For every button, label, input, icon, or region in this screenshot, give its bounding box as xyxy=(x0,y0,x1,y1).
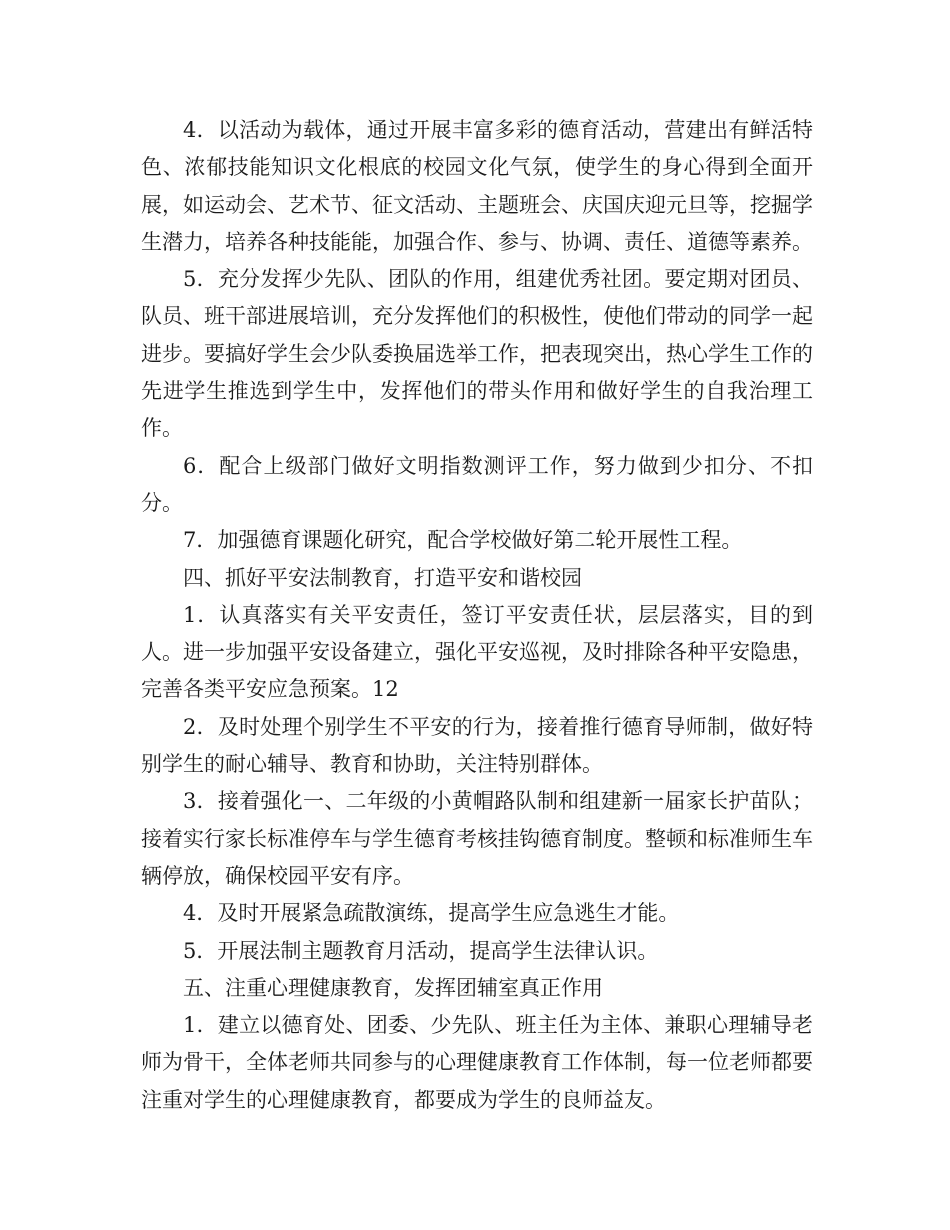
paragraph-civilization-index: 6．配合上级部门做好文明指数测评工作，努力做到少扣分、不扣分。 xyxy=(141,453,813,515)
paragraph-activities: 4．以活动为载体，通过开展丰富多彩的德育活动，营建出有鲜活特色、浓郁技能知识文化根底的校园文化气氛，使学生的身心得到全面开展，如运动会、艺术节、征文活动、主题班会、庆国庆迎元旦等，挖掘学生潜力，培养各种技能能，加强合作、参与、协调、责任、道德等素养。 xyxy=(141,118,813,254)
paragraph-moral-research: 7．加强德育课题化研究，配合学校做好第二轮开展性工程。 xyxy=(183,528,743,553)
section-heading-safety: 四、抓好平安法制教育，打造平安和谐校园 xyxy=(183,565,582,590)
paragraph-safety-responsibility: 1．认真落实有关平安责任，签订平安责任状，层层落实，目的到人。进一步加强平安设备建立，强化平安巡视，及时排除各种平安隐患，完善各类平安应急预案。12 xyxy=(141,602,813,702)
paragraph-legal-education: 5．开展法制主题教育月活动，提高学生法律认识。 xyxy=(183,938,659,963)
paragraph-youth-league: 5．充分发挥少先队、团队的作用，组建优秀社团。要定期对团员、队员、班干部进展培训，充分发挥他们的积极性，使他们带动的同学一起进步。要搞好学生会少队委换届选举工作，把表现突出，热心学生工作的先进学生推选到学生中，发挥他们的带头作用和做好学生的自我治理工作。 xyxy=(141,267,813,441)
paragraph-student-behavior: 2．及时处理个别学生不平安的行为，接着推行德育导师制，做好特别学生的耐心辅导、教育和协助，关注特别群体。 xyxy=(141,714,813,777)
paragraph-mental-health-system: 1．建立以德育处、团委、少先队、班主任为主体、兼职心理辅导老师为骨干，全体老师共同参与的心理健康教育工作体制，每一位老师都要注重对学生的心理健康教育，都要成为学生的良师益友。 xyxy=(141,1013,813,1112)
document-body xyxy=(141,112,813,1119)
paragraph-road-team: 3．接着强化一、二年级的小黄帽路队制和组建新一届家长护苗队；接着实行家长标准停车与学生德育考核挂钩德育制度。整顿和标准师生车辆停放，确保校园平安有序。 xyxy=(141,789,813,888)
section-heading-mental-health: 五、注重心理健康教育，发挥团辅室真正作用 xyxy=(183,975,603,1000)
paragraph-evacuation-drill: 4．及时开展紧急疏散演练，提高学生应急逃生才能。 xyxy=(183,901,680,926)
